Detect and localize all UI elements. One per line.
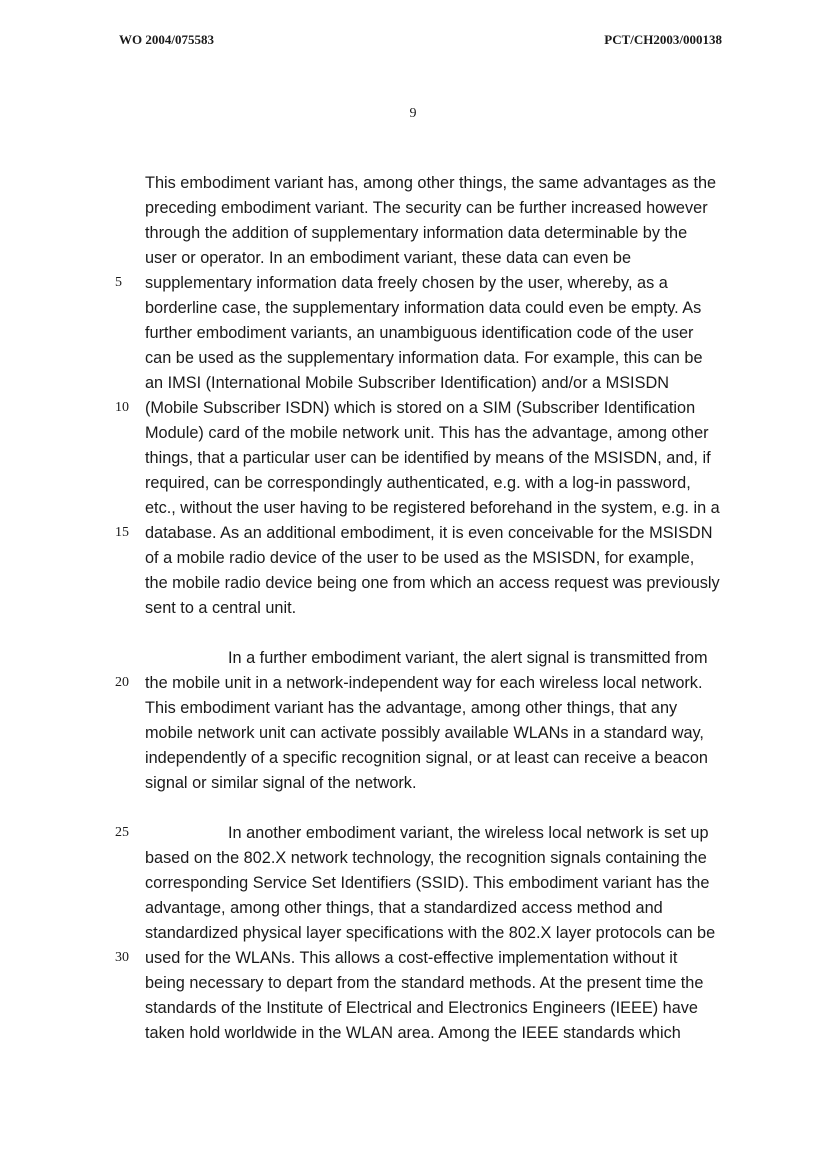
text-line: signal or similar signal of the network. xyxy=(145,774,417,792)
text-line: an IMSI (International Mobile Subscriber Identification) and/or a MSISDN xyxy=(145,374,669,392)
text-line: sent to a central unit. xyxy=(145,599,297,617)
text-line: In another embodiment variant, the wireless local network is set up xyxy=(228,824,709,842)
text-line: supplementary information data freely chosen by the user, whereby, as a xyxy=(145,274,668,292)
text-line: advantage, among other things, that a standardized access method and xyxy=(145,899,663,917)
text-line: borderline case, the supplementary information data could even be empty. As xyxy=(145,299,702,317)
line-number: 15 xyxy=(115,525,129,540)
publication-number: WO 2004/075583 xyxy=(119,32,214,47)
text-line: independently of a specific recognition signal, or at least can receive a beacon xyxy=(145,749,708,767)
text-line: standards of the Institute of Electrical and Electronics Engineers (IEEE) have xyxy=(145,999,698,1017)
text-line: the mobile radio device being one from which an access request was previously xyxy=(145,574,720,592)
text-line: (Mobile Subscriber ISDN) which is stored on a SIM (Subscriber Identification xyxy=(145,399,696,417)
text-line: can be used as the supplementary information data. For example, this can be xyxy=(145,349,703,367)
text-line: This embodiment variant has the advantage, among other things, that any xyxy=(145,699,678,717)
text-line: being necessary to depart from the standard methods. At the present time the xyxy=(145,974,704,992)
text-line: further embodiment variants, an unambiguous identification code of the user xyxy=(145,324,694,342)
text-line: This embodiment variant has, among other things, the same advantages as the xyxy=(145,174,717,192)
text-line: corresponding Service Set Identifiers (SSID). This embodiment variant has the xyxy=(145,874,710,892)
text-line: database. As an additional embodiment, it is even conceivable for the MSISDN xyxy=(145,524,713,542)
text-line: used for the WLANs. This allows a cost-effective implementation without it xyxy=(145,949,678,967)
text-line: etc., without the user having to be registered beforehand in the system, e.g. in a xyxy=(145,499,720,517)
text-line: mobile network unit can activate possibly available WLANs in a standard way, xyxy=(145,724,704,742)
text-line: user or operator. In an embodiment variant, these data can even be xyxy=(145,249,632,267)
text-line: required, can be correspondingly authenticated, e.g. with a log-in password, xyxy=(145,474,691,492)
line-number: 30 xyxy=(115,950,129,965)
line-number: 5 xyxy=(115,275,122,290)
text-line: through the addition of supplementary information data determinable by the xyxy=(145,224,688,242)
text-line: In a further embodiment variant, the alert signal is transmitted from xyxy=(228,649,708,667)
text-line: based on the 802.X network technology, the recognition signals containing the xyxy=(145,849,707,867)
text-line: Module) card of the mobile network unit. This has the advantage, among other xyxy=(145,424,709,442)
line-number: 10 xyxy=(115,400,129,415)
page-number: 9 xyxy=(409,106,417,121)
text-line: of a mobile radio device of the user to be used as the MSISDN, for example, xyxy=(145,549,695,567)
text-line: things, that a particular user can be identified by means of the MSISDN, and, if xyxy=(145,449,711,467)
line-number: 20 xyxy=(115,675,129,690)
text-line: standardized physical layer specifications with the 802.X layer protocols can be xyxy=(145,924,716,942)
line-number: 25 xyxy=(115,825,129,840)
application-number: PCT/CH2003/000138 xyxy=(604,32,722,47)
text-line: preceding embodiment variant. The security can be further increased however xyxy=(145,199,708,217)
text-line: the mobile unit in a network-independent way for each wireless local network. xyxy=(145,674,703,692)
text-line: taken hold worldwide in the WLAN area. Among the IEEE standards which xyxy=(145,1024,681,1042)
